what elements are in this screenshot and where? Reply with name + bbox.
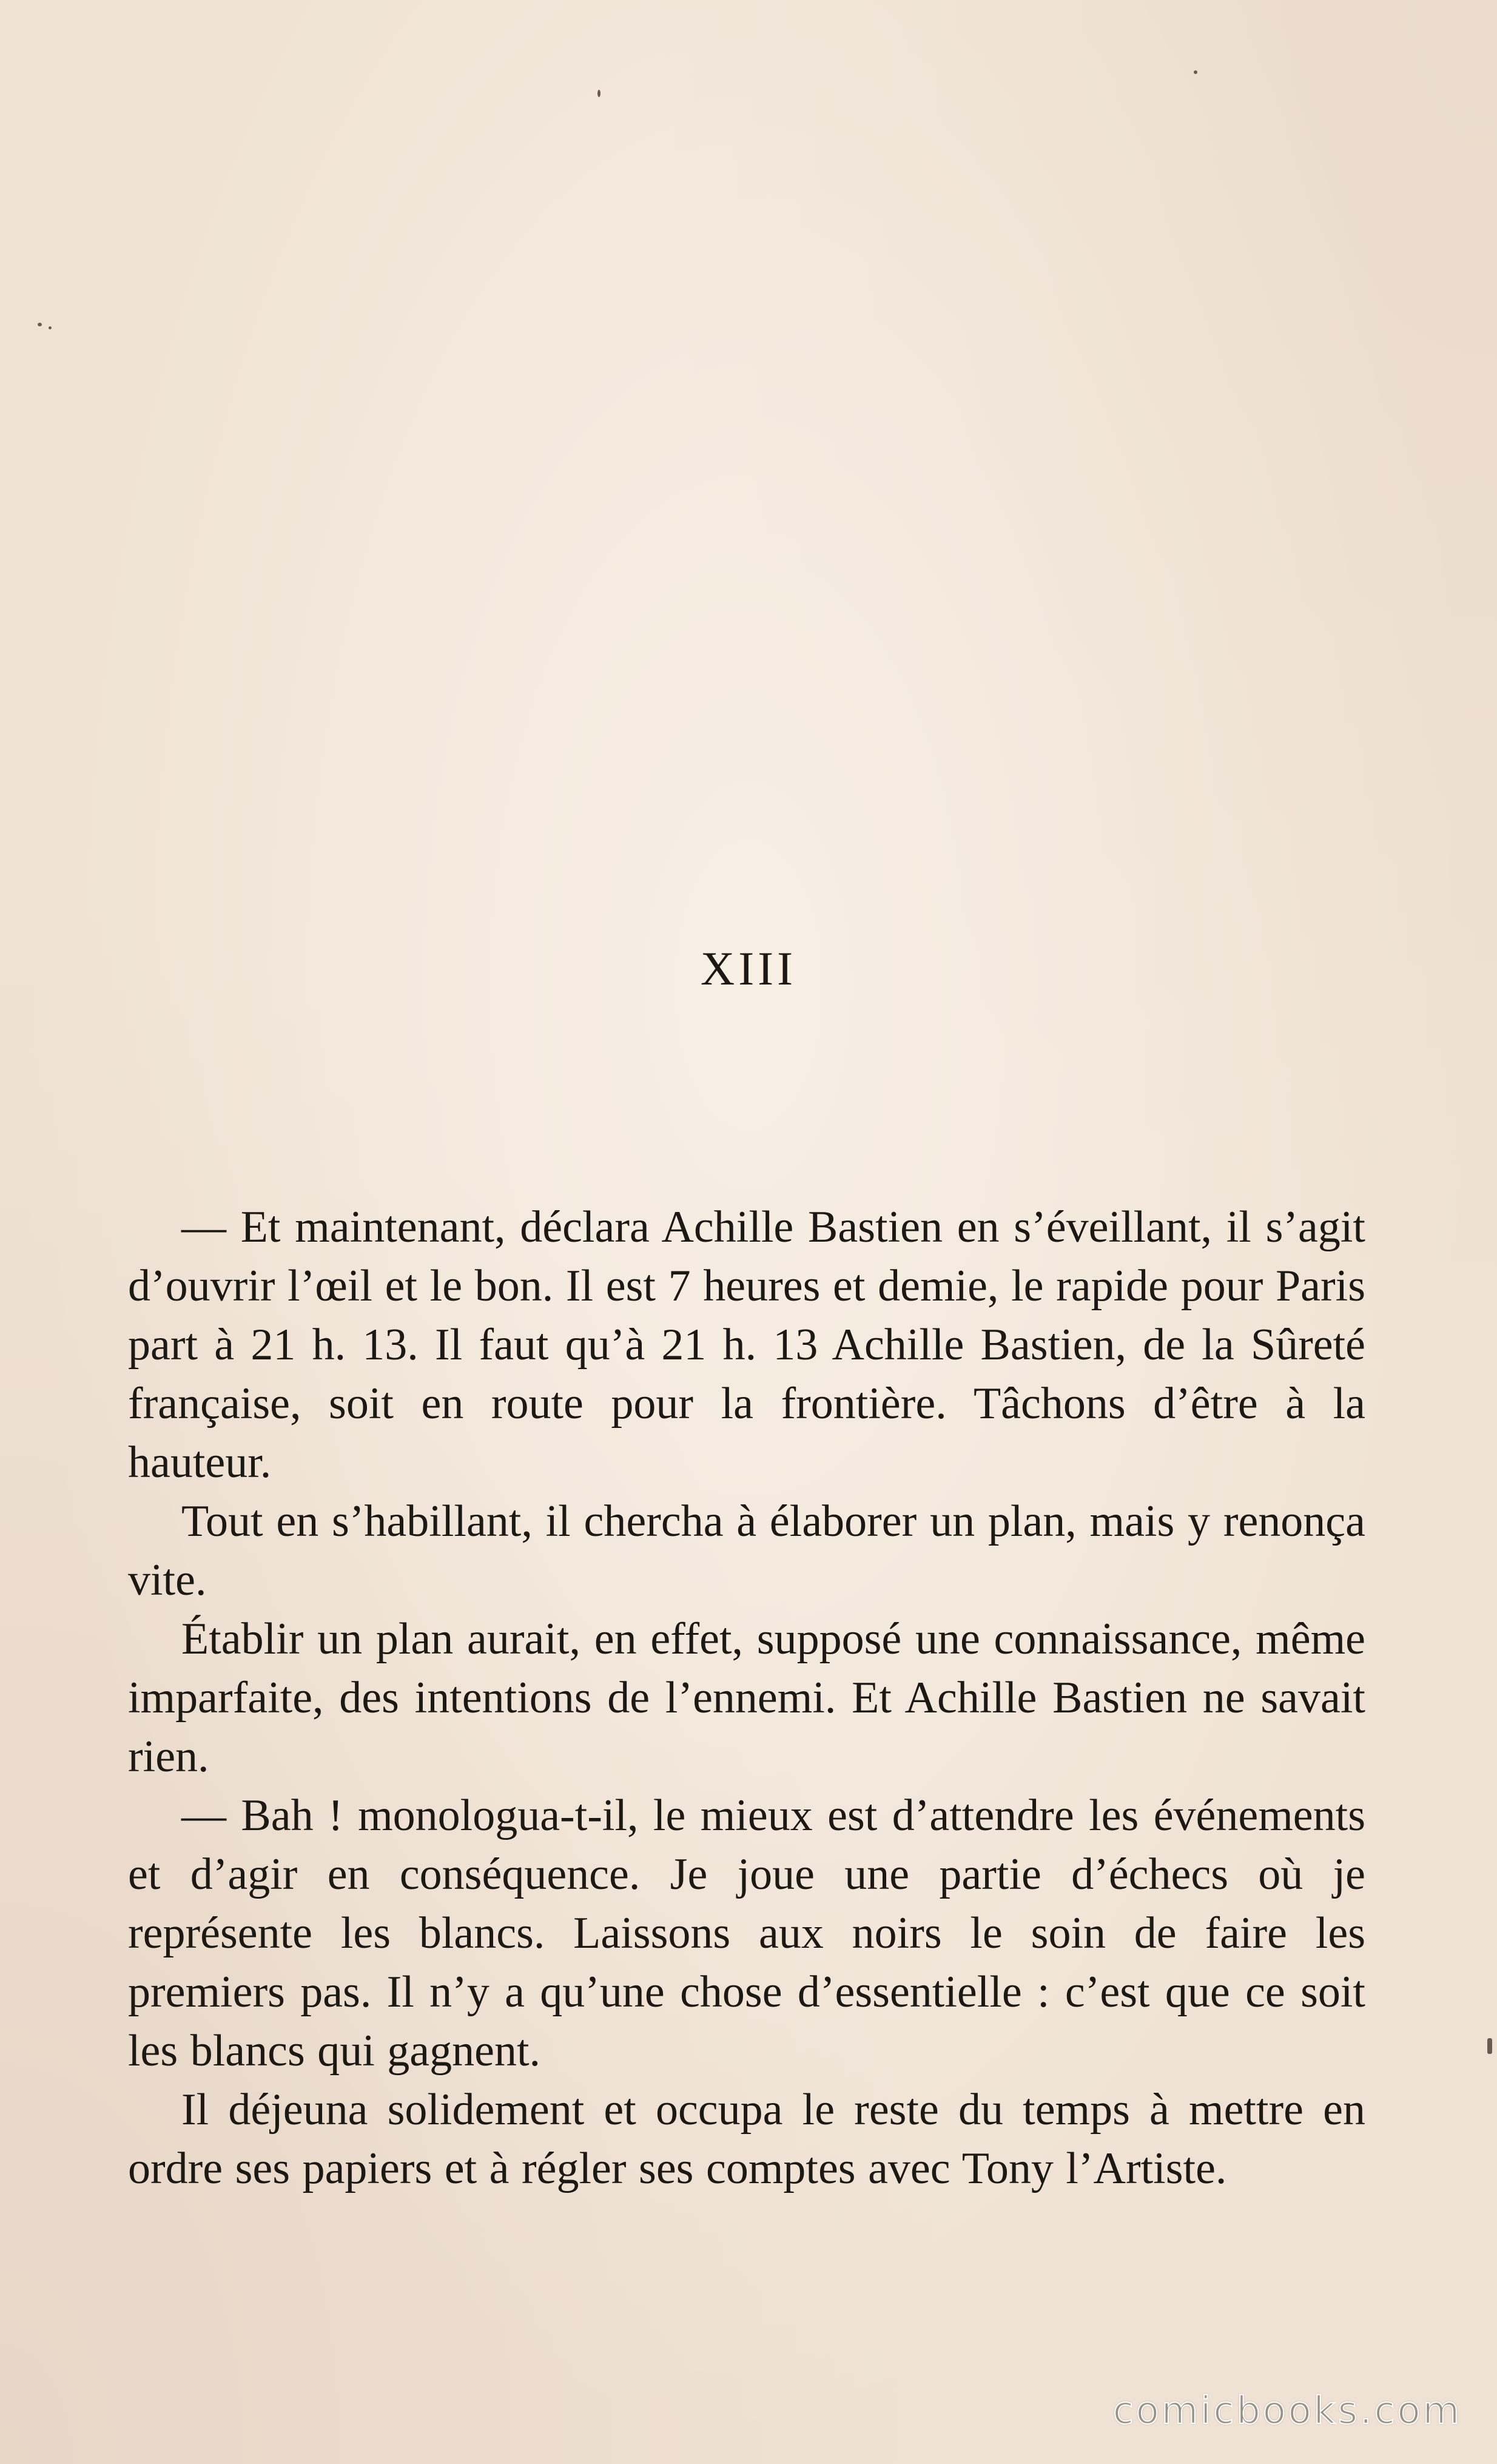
paragraph: Il déjeuna solidement et occupa le reste du temps à mettre en ordre ses papiers et à régler ses comptes avec Tony l’Artiste.: [128, 2085, 1365, 2193]
watermark: comicbooks.com: [1112, 2388, 1462, 2432]
paragraph: Établir un plan aurait, en effet, supposé une connaissance, même imparfaite, des intentions de l’ennemi. Et Achille Bastien ne savait rien.: [128, 1614, 1365, 1782]
paragraph: — Et maintenant, déclara Achille Bastien en s’éveillant, il s’agit d’ouvrir l’œil et le bon. Il est 7 heures et demie, le rapide pour Paris part à 21 h. 13. Il faut qu’à 21 h. 13 Achille Bastien, de la Sûreté française, soit en route pour la frontière. Tâchons d’être à la hauteur.: [128, 1202, 1365, 1487]
paper-speck: [38, 323, 42, 326]
paper-speck: [49, 326, 52, 329]
paper-speck: [1194, 70, 1197, 74]
paper-speck: [597, 90, 600, 97]
body-text: [128, 1198, 1365, 2198]
paragraph: Tout en s’habillant, il chercha à élaborer un plan, mais y renonça vite.: [128, 1496, 1365, 1605]
paper-speck: [1487, 2038, 1492, 2054]
chapter-heading: XIII: [700, 942, 797, 995]
paragraph: — Bah ! monologua-t-il, le mieux est d’attendre les événements et d’agir en conséquence. Je joue une partie d’échecs où je représente les blancs. Laissons aux noirs le soin de faire les premiers pas. Il n’y a qu’une chose d’essentielle : c’est que ce soit les blancs qui gagnent.: [128, 1791, 1365, 2076]
